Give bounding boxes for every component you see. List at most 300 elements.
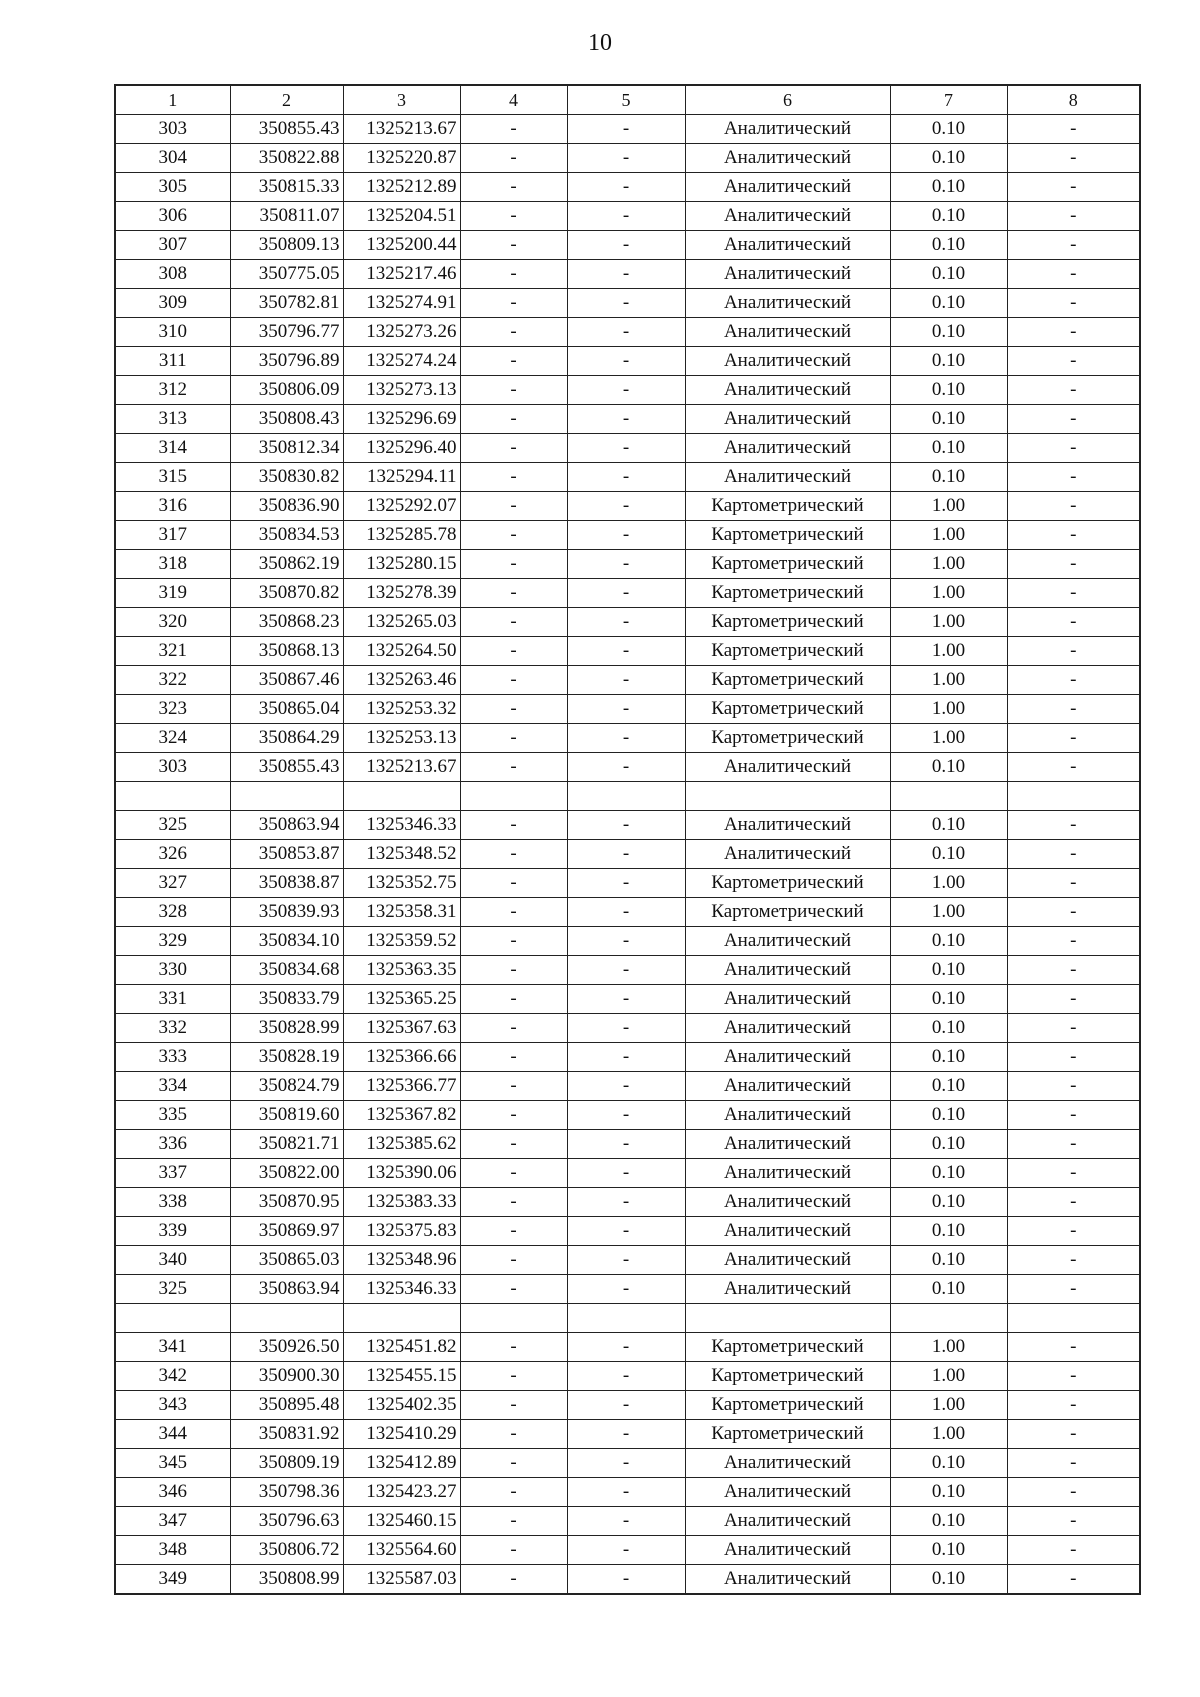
col4-cell <box>460 782 567 811</box>
col5-cell: - <box>567 666 685 695</box>
x-coordinate-cell: 350869.97 <box>230 1217 343 1246</box>
accuracy-cell: 0.10 <box>890 115 1007 144</box>
table-row <box>115 1449 1140 1478</box>
col8-cell: - <box>1007 1246 1140 1275</box>
table-row <box>115 1246 1140 1275</box>
y-coordinate-cell: 1325367.82 <box>343 1101 460 1130</box>
col5-cell: - <box>567 695 685 724</box>
accuracy-cell: 0.10 <box>890 347 1007 376</box>
x-coordinate-cell: 350867.46 <box>230 666 343 695</box>
col5-cell: - <box>567 550 685 579</box>
point-number-cell: 305 <box>115 173 230 202</box>
table-row <box>115 376 1140 405</box>
point-number-cell: 346 <box>115 1478 230 1507</box>
point-number-cell: 319 <box>115 579 230 608</box>
point-number-cell: 322 <box>115 666 230 695</box>
method-cell: Аналитический <box>685 1101 890 1130</box>
accuracy-cell: 0.10 <box>890 1217 1007 1246</box>
x-coordinate-cell: 350796.63 <box>230 1507 343 1536</box>
col5-cell: - <box>567 289 685 318</box>
col8-cell: - <box>1007 1072 1140 1101</box>
col5-cell <box>567 1304 685 1333</box>
col4-cell: - <box>460 985 567 1014</box>
col8-cell: - <box>1007 1275 1140 1304</box>
y-coordinate-cell: 1325402.35 <box>343 1391 460 1420</box>
col8-cell: - <box>1007 840 1140 869</box>
x-coordinate-cell: 350870.95 <box>230 1188 343 1217</box>
accuracy-cell <box>890 1304 1007 1333</box>
col4-cell: - <box>460 1217 567 1246</box>
col8-cell: - <box>1007 1391 1140 1420</box>
y-coordinate-cell: 1325564.60 <box>343 1536 460 1565</box>
col5-cell: - <box>567 1391 685 1420</box>
accuracy-cell: 0.10 <box>890 985 1007 1014</box>
col5-cell: - <box>567 898 685 927</box>
x-coordinate-cell: 350798.36 <box>230 1478 343 1507</box>
method-cell: Аналитический <box>685 202 890 231</box>
x-coordinate-cell: 350822.88 <box>230 144 343 173</box>
col8-cell: - <box>1007 753 1140 782</box>
col5-cell: - <box>567 405 685 434</box>
col5-cell: - <box>567 579 685 608</box>
method-cell: Аналитический <box>685 376 890 405</box>
accuracy-cell: 1.00 <box>890 724 1007 753</box>
point-number-cell: 330 <box>115 956 230 985</box>
table-row <box>115 840 1140 869</box>
col4-cell: - <box>460 840 567 869</box>
col4-cell: - <box>460 405 567 434</box>
accuracy-cell: 1.00 <box>890 1420 1007 1449</box>
method-cell: Картометрический <box>685 1333 890 1362</box>
col5-cell: - <box>567 1449 685 1478</box>
col8-cell: - <box>1007 1217 1140 1246</box>
col4-cell: - <box>460 1014 567 1043</box>
y-coordinate-cell: 1325274.91 <box>343 289 460 318</box>
point-number-cell: 345 <box>115 1449 230 1478</box>
x-coordinate-cell: 350838.87 <box>230 869 343 898</box>
col4-cell: - <box>460 1275 567 1304</box>
col4-cell: - <box>460 1565 567 1595</box>
point-number-cell: 325 <box>115 1275 230 1304</box>
col8-cell <box>1007 1304 1140 1333</box>
col4-cell: - <box>460 260 567 289</box>
col8-cell: - <box>1007 144 1140 173</box>
y-coordinate-cell: 1325280.15 <box>343 550 460 579</box>
method-cell: Аналитический <box>685 956 890 985</box>
col5-cell: - <box>567 1014 685 1043</box>
accuracy-cell: 0.10 <box>890 463 1007 492</box>
col4-cell: - <box>460 898 567 927</box>
col8-cell: - <box>1007 173 1140 202</box>
column-header: 6 <box>685 85 890 115</box>
x-coordinate-cell: 350855.43 <box>230 115 343 144</box>
table-row <box>115 1304 1140 1333</box>
point-number-cell: 334 <box>115 1072 230 1101</box>
col4-cell: - <box>460 434 567 463</box>
x-coordinate-cell: 350809.13 <box>230 231 343 260</box>
y-coordinate-cell: 1325278.39 <box>343 579 460 608</box>
col4-cell: - <box>460 289 567 318</box>
accuracy-cell: 0.10 <box>890 956 1007 985</box>
col5-cell: - <box>567 1217 685 1246</box>
col4-cell: - <box>460 608 567 637</box>
accuracy-cell: 0.10 <box>890 1536 1007 1565</box>
method-cell: Аналитический <box>685 1275 890 1304</box>
x-coordinate-cell: 350839.93 <box>230 898 343 927</box>
col8-cell: - <box>1007 1101 1140 1130</box>
col8-cell: - <box>1007 608 1140 637</box>
table-row <box>115 1130 1140 1159</box>
column-header: 7 <box>890 85 1007 115</box>
point-number-cell: 338 <box>115 1188 230 1217</box>
table-row <box>115 985 1140 1014</box>
method-cell: Картометрический <box>685 695 890 724</box>
method-cell: Аналитический <box>685 1072 890 1101</box>
x-coordinate-cell: 350796.77 <box>230 318 343 347</box>
table-row <box>115 492 1140 521</box>
point-number-cell: 326 <box>115 840 230 869</box>
method-cell: Картометрический <box>685 579 890 608</box>
y-coordinate-cell: 1325274.24 <box>343 347 460 376</box>
y-coordinate-cell: 1325352.75 <box>343 869 460 898</box>
col5-cell: - <box>567 1275 685 1304</box>
x-coordinate-cell: 350900.30 <box>230 1362 343 1391</box>
col5-cell: - <box>567 608 685 637</box>
accuracy-cell: 0.10 <box>890 1449 1007 1478</box>
col4-cell: - <box>460 550 567 579</box>
accuracy-cell: 0.10 <box>890 318 1007 347</box>
accuracy-cell: 1.00 <box>890 666 1007 695</box>
col4-cell: - <box>460 1246 567 1275</box>
x-coordinate-cell: 350926.50 <box>230 1333 343 1362</box>
method-cell: Картометрический <box>685 724 890 753</box>
table-row <box>115 1420 1140 1449</box>
column-header: 5 <box>567 85 685 115</box>
x-coordinate-cell: 350865.04 <box>230 695 343 724</box>
method-cell <box>685 1304 890 1333</box>
table-row <box>115 260 1140 289</box>
col5-cell: - <box>567 260 685 289</box>
coordinates-table <box>114 84 1141 1595</box>
point-number-cell: 307 <box>115 231 230 260</box>
x-coordinate-cell: 350870.82 <box>230 579 343 608</box>
method-cell: Аналитический <box>685 1507 890 1536</box>
point-number-cell: 324 <box>115 724 230 753</box>
col8-cell: - <box>1007 1536 1140 1565</box>
col5-cell: - <box>567 985 685 1014</box>
method-cell: Аналитический <box>685 260 890 289</box>
method-cell: Аналитический <box>685 231 890 260</box>
col8-cell: - <box>1007 1565 1140 1595</box>
table-row <box>115 1101 1140 1130</box>
accuracy-cell: 1.00 <box>890 1391 1007 1420</box>
table-row <box>115 637 1140 666</box>
accuracy-cell: 0.10 <box>890 144 1007 173</box>
table-row <box>115 753 1140 782</box>
table-row <box>115 173 1140 202</box>
y-coordinate-cell: 1325363.35 <box>343 956 460 985</box>
table-row <box>115 434 1140 463</box>
accuracy-cell: 0.10 <box>890 289 1007 318</box>
col8-cell: - <box>1007 898 1140 927</box>
table-row <box>115 463 1140 492</box>
col8-cell: - <box>1007 289 1140 318</box>
y-coordinate-cell: 1325346.33 <box>343 1275 460 1304</box>
x-coordinate-cell: 350812.34 <box>230 434 343 463</box>
y-coordinate-cell: 1325366.66 <box>343 1043 460 1072</box>
x-coordinate-cell: 350830.82 <box>230 463 343 492</box>
table-row <box>115 1217 1140 1246</box>
col4-cell: - <box>460 1188 567 1217</box>
point-number-cell: 310 <box>115 318 230 347</box>
col4-cell: - <box>460 956 567 985</box>
point-number-cell: 325 <box>115 811 230 840</box>
point-number-cell: 328 <box>115 898 230 927</box>
col4-cell: - <box>460 1333 567 1362</box>
method-cell: Аналитический <box>685 1536 890 1565</box>
table-row <box>115 579 1140 608</box>
table-row <box>115 1159 1140 1188</box>
accuracy-cell: 0.10 <box>890 231 1007 260</box>
point-number-cell: 340 <box>115 1246 230 1275</box>
y-coordinate-cell: 1325213.67 <box>343 115 460 144</box>
table-row <box>115 1507 1140 1536</box>
method-cell: Аналитический <box>685 811 890 840</box>
method-cell: Картометрический <box>685 608 890 637</box>
x-coordinate-cell: 350822.00 <box>230 1159 343 1188</box>
x-coordinate-cell: 350806.72 <box>230 1536 343 1565</box>
col4-cell: - <box>460 579 567 608</box>
y-coordinate-cell: 1325587.03 <box>343 1565 460 1595</box>
col4-cell: - <box>460 115 567 144</box>
column-header: 1 <box>115 85 230 115</box>
accuracy-cell: 1.00 <box>890 608 1007 637</box>
x-coordinate-cell: 350863.94 <box>230 1275 343 1304</box>
col4-cell: - <box>460 637 567 666</box>
col8-cell: - <box>1007 724 1140 753</box>
col8-cell: - <box>1007 463 1140 492</box>
point-number-cell: 321 <box>115 637 230 666</box>
accuracy-cell: 1.00 <box>890 898 1007 927</box>
table-row <box>115 144 1140 173</box>
table-row <box>115 1275 1140 1304</box>
method-cell: Картометрический <box>685 1391 890 1420</box>
col4-cell: - <box>460 724 567 753</box>
point-number-cell: 349 <box>115 1565 230 1595</box>
point-number-cell: 323 <box>115 695 230 724</box>
method-cell: Аналитический <box>685 463 890 492</box>
y-coordinate-cell: 1325213.67 <box>343 753 460 782</box>
col5-cell: - <box>567 1072 685 1101</box>
accuracy-cell: 1.00 <box>890 492 1007 521</box>
accuracy-cell: 0.10 <box>890 1159 1007 1188</box>
y-coordinate-cell: 1325385.62 <box>343 1130 460 1159</box>
table-row <box>115 1565 1140 1595</box>
col5-cell: - <box>567 1478 685 1507</box>
accuracy-cell: 0.10 <box>890 405 1007 434</box>
point-number-cell: 342 <box>115 1362 230 1391</box>
col8-cell: - <box>1007 666 1140 695</box>
point-number-cell: 333 <box>115 1043 230 1072</box>
point-number-cell: 327 <box>115 869 230 898</box>
col5-cell: - <box>567 927 685 956</box>
col8-cell: - <box>1007 202 1140 231</box>
col4-cell: - <box>460 811 567 840</box>
method-cell: Аналитический <box>685 753 890 782</box>
col4-cell: - <box>460 927 567 956</box>
point-number-cell: 341 <box>115 1333 230 1362</box>
accuracy-cell: 0.10 <box>890 811 1007 840</box>
point-number-cell: 318 <box>115 550 230 579</box>
col4-cell: - <box>460 376 567 405</box>
y-coordinate-cell: 1325296.40 <box>343 434 460 463</box>
x-coordinate-cell: 350808.99 <box>230 1565 343 1595</box>
col5-cell: - <box>567 724 685 753</box>
col8-cell: - <box>1007 1333 1140 1362</box>
col4-cell: - <box>460 869 567 898</box>
method-cell: Аналитический <box>685 405 890 434</box>
table-row <box>115 956 1140 985</box>
col5-cell: - <box>567 318 685 347</box>
y-coordinate-cell: 1325292.07 <box>343 492 460 521</box>
method-cell: Картометрический <box>685 521 890 550</box>
column-header: 4 <box>460 85 567 115</box>
col5-cell: - <box>567 1130 685 1159</box>
col5-cell: - <box>567 869 685 898</box>
col5-cell: - <box>567 1159 685 1188</box>
table-row <box>115 550 1140 579</box>
method-cell: Картометрический <box>685 898 890 927</box>
point-number-cell: 339 <box>115 1217 230 1246</box>
method-cell: Картометрический <box>685 1420 890 1449</box>
point-number-cell: 315 <box>115 463 230 492</box>
x-coordinate-cell: 350862.19 <box>230 550 343 579</box>
col8-cell: - <box>1007 550 1140 579</box>
y-coordinate-cell: 1325217.46 <box>343 260 460 289</box>
x-coordinate-cell: 350855.43 <box>230 753 343 782</box>
y-coordinate-cell: 1325253.13 <box>343 724 460 753</box>
point-number-cell: 348 <box>115 1536 230 1565</box>
method-cell: Аналитический <box>685 1565 890 1595</box>
accuracy-cell: 0.10 <box>890 260 1007 289</box>
col5-cell: - <box>567 463 685 492</box>
accuracy-cell: 0.10 <box>890 1188 1007 1217</box>
col4-cell: - <box>460 463 567 492</box>
table-body <box>115 85 1140 1594</box>
x-coordinate-cell: 350808.43 <box>230 405 343 434</box>
col8-cell: - <box>1007 985 1140 1014</box>
table-row <box>115 115 1140 144</box>
y-coordinate-cell: 1325265.03 <box>343 608 460 637</box>
y-coordinate-cell: 1325358.31 <box>343 898 460 927</box>
table-row <box>115 666 1140 695</box>
col4-cell: - <box>460 1449 567 1478</box>
x-coordinate-cell: 350819.60 <box>230 1101 343 1130</box>
x-coordinate-cell: 350828.99 <box>230 1014 343 1043</box>
col5-cell: - <box>567 1362 685 1391</box>
method-cell <box>685 782 890 811</box>
x-coordinate-cell: 350834.10 <box>230 927 343 956</box>
method-cell: Аналитический <box>685 1449 890 1478</box>
col8-cell: - <box>1007 115 1140 144</box>
col4-cell: - <box>460 1478 567 1507</box>
col8-cell: - <box>1007 1159 1140 1188</box>
col5-cell: - <box>567 811 685 840</box>
table-row <box>115 202 1140 231</box>
x-coordinate-cell: 350828.19 <box>230 1043 343 1072</box>
accuracy-cell: 1.00 <box>890 521 1007 550</box>
col5-cell: - <box>567 1565 685 1595</box>
page-number: 10 <box>588 30 612 56</box>
table-row <box>115 1536 1140 1565</box>
x-coordinate-cell: 350809.19 <box>230 1449 343 1478</box>
method-cell: Аналитический <box>685 1130 890 1159</box>
table-row <box>115 1014 1140 1043</box>
y-coordinate-cell: 1325366.77 <box>343 1072 460 1101</box>
accuracy-cell: 0.10 <box>890 753 1007 782</box>
point-number-cell: 316 <box>115 492 230 521</box>
col5-cell: - <box>567 231 685 260</box>
x-coordinate-cell: 350811.07 <box>230 202 343 231</box>
col5-cell: - <box>567 1101 685 1130</box>
col4-cell: - <box>460 695 567 724</box>
accuracy-cell: 1.00 <box>890 550 1007 579</box>
y-coordinate-cell: 1325200.44 <box>343 231 460 260</box>
method-cell: Аналитический <box>685 1188 890 1217</box>
table-row <box>115 318 1140 347</box>
col5-cell: - <box>567 1536 685 1565</box>
table-row <box>115 782 1140 811</box>
y-coordinate-cell: 1325455.15 <box>343 1362 460 1391</box>
col5-cell: - <box>567 956 685 985</box>
y-coordinate-cell: 1325296.69 <box>343 405 460 434</box>
accuracy-cell: 0.10 <box>890 1014 1007 1043</box>
point-number-cell: 312 <box>115 376 230 405</box>
y-coordinate-cell: 1325365.25 <box>343 985 460 1014</box>
y-coordinate-cell: 1325273.13 <box>343 376 460 405</box>
x-coordinate-cell: 350834.68 <box>230 956 343 985</box>
method-cell: Картометрический <box>685 637 890 666</box>
method-cell: Картометрический <box>685 492 890 521</box>
x-coordinate-cell: 350824.79 <box>230 1072 343 1101</box>
x-coordinate-cell: 350821.71 <box>230 1130 343 1159</box>
y-coordinate-cell: 1325348.96 <box>343 1246 460 1275</box>
table-row <box>115 927 1140 956</box>
accuracy-cell: 0.10 <box>890 202 1007 231</box>
accuracy-cell: 0.10 <box>890 1101 1007 1130</box>
table-row <box>115 695 1140 724</box>
accuracy-cell: 0.10 <box>890 434 1007 463</box>
accuracy-cell <box>890 782 1007 811</box>
col8-cell: - <box>1007 1449 1140 1478</box>
col5-cell: - <box>567 434 685 463</box>
col8-cell: - <box>1007 434 1140 463</box>
col4-cell: - <box>460 318 567 347</box>
table-row <box>115 869 1140 898</box>
col5-cell: - <box>567 1043 685 1072</box>
x-coordinate-cell: 350853.87 <box>230 840 343 869</box>
x-coordinate-cell: 350863.94 <box>230 811 343 840</box>
x-coordinate-cell: 350796.89 <box>230 347 343 376</box>
method-cell: Аналитический <box>685 173 890 202</box>
accuracy-cell: 0.10 <box>890 1043 1007 1072</box>
col8-cell: - <box>1007 637 1140 666</box>
col8-cell: - <box>1007 1362 1140 1391</box>
col5-cell: - <box>567 840 685 869</box>
col4-cell: - <box>460 1101 567 1130</box>
accuracy-cell: 0.10 <box>890 1565 1007 1595</box>
col4-cell: - <box>460 1159 567 1188</box>
